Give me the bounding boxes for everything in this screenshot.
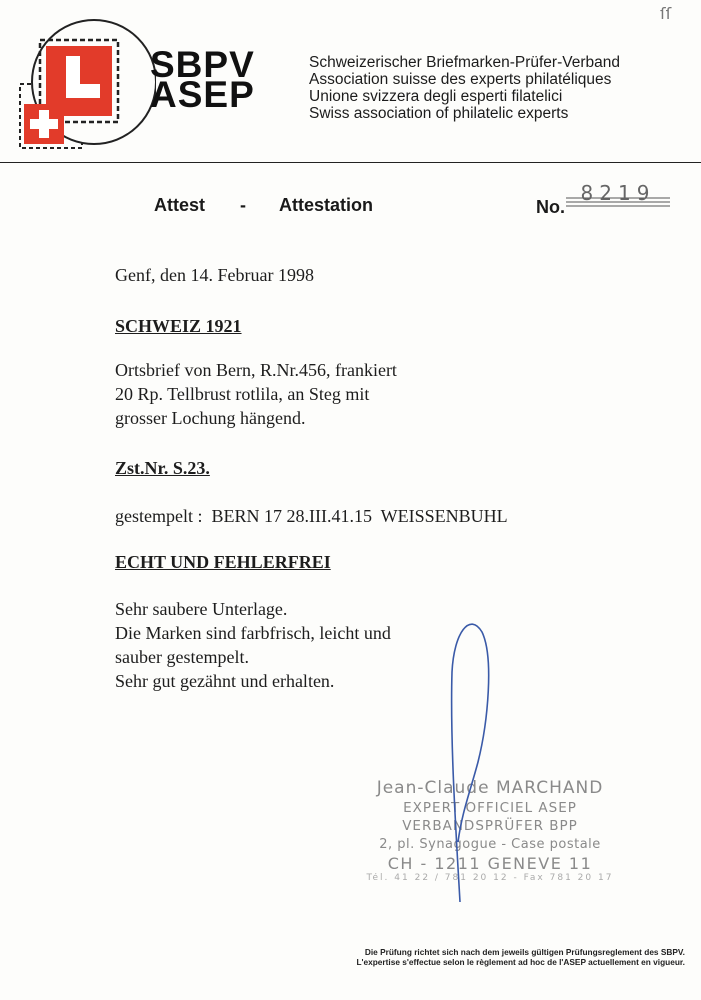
footer-note (300, 947, 685, 967)
name-italian: Unione svizzera degli esperti filatelici (309, 88, 563, 105)
title-attest: Attest (154, 195, 206, 215)
certificate-number-label: No. (536, 197, 565, 217)
title-dash: - (240, 195, 246, 215)
brand-line-asep: ASEP (150, 74, 255, 115)
brand-wordmark (150, 44, 255, 115)
remark-line: Die Marken sind farbfrisch, leicht und (115, 623, 391, 643)
footer-line-french: L'expertise s'effectue selon le règlement ad hoc de l'ASEP actuellement en vigueur. (356, 957, 685, 967)
header-divider (0, 162, 701, 163)
brand-line-sbpv: SBPV (150, 44, 255, 85)
name-french: Association suisse des experts philatéliques (309, 71, 612, 88)
expert-phone: Tél. 41 22 / 781 20 12 - Fax 781 20 17 (366, 873, 614, 883)
name-german: Schweizerischer Briefmarken-Prüfer-Verband (309, 54, 620, 71)
association-names (309, 54, 620, 122)
date-line: Genf, den 14. Februar 1998 (115, 265, 314, 285)
certificate-number-digits: 8219 (580, 181, 656, 205)
expert-address: 2, pl. Synagogue - Case postale (379, 837, 601, 852)
title-attestation: Attestation (279, 195, 373, 215)
remark-line: Sehr saubere Unterlage. (115, 599, 288, 619)
expert-title-bpp: VERBANDSPRÜFER BPP (402, 818, 578, 834)
item-description (115, 358, 397, 430)
verdict-heading: ECHT UND FEHLERFREI (115, 552, 331, 572)
expert-title-asep: EXPERT OFFICIEL ASEP (403, 800, 577, 816)
signature-icon (430, 612, 510, 912)
catalog-number: Zst.Nr. S.23. (115, 458, 210, 478)
description-line: grosser Lochung hängend. (115, 408, 306, 428)
expert-name: Jean-Claude MARCHAND (376, 778, 604, 798)
expert-city: CH - 1211 GENEVE 11 (387, 854, 593, 873)
heading-country-year: SCHWEIZ 1921 (115, 316, 242, 336)
remark-line: Sehr gut gezähnt und erhalten. (115, 671, 335, 691)
footer-line-german: Die Prüfung richtet sich nach dem jeweils gültigen Prüfungsreglement des SBPV. (364, 947, 685, 957)
certificate-number-value (566, 180, 670, 210)
remark-line: sauber gestempelt. (115, 647, 249, 667)
description-line: Ortsbrief von Bern, R.Nr.456, frankiert (115, 360, 397, 380)
corner-handwritten-note: ſſ (660, 4, 672, 23)
sbpv-logo-icon (8, 8, 156, 158)
name-english: Swiss association of philatelic experts (309, 105, 569, 122)
remarks (115, 597, 391, 693)
cancellation-line: gestempelt : BERN 17 28.III.41.15 WEISSENBUHL (115, 506, 508, 526)
description-line: 20 Rp. Tellbrust rotlila, an Steg mit (115, 384, 370, 404)
